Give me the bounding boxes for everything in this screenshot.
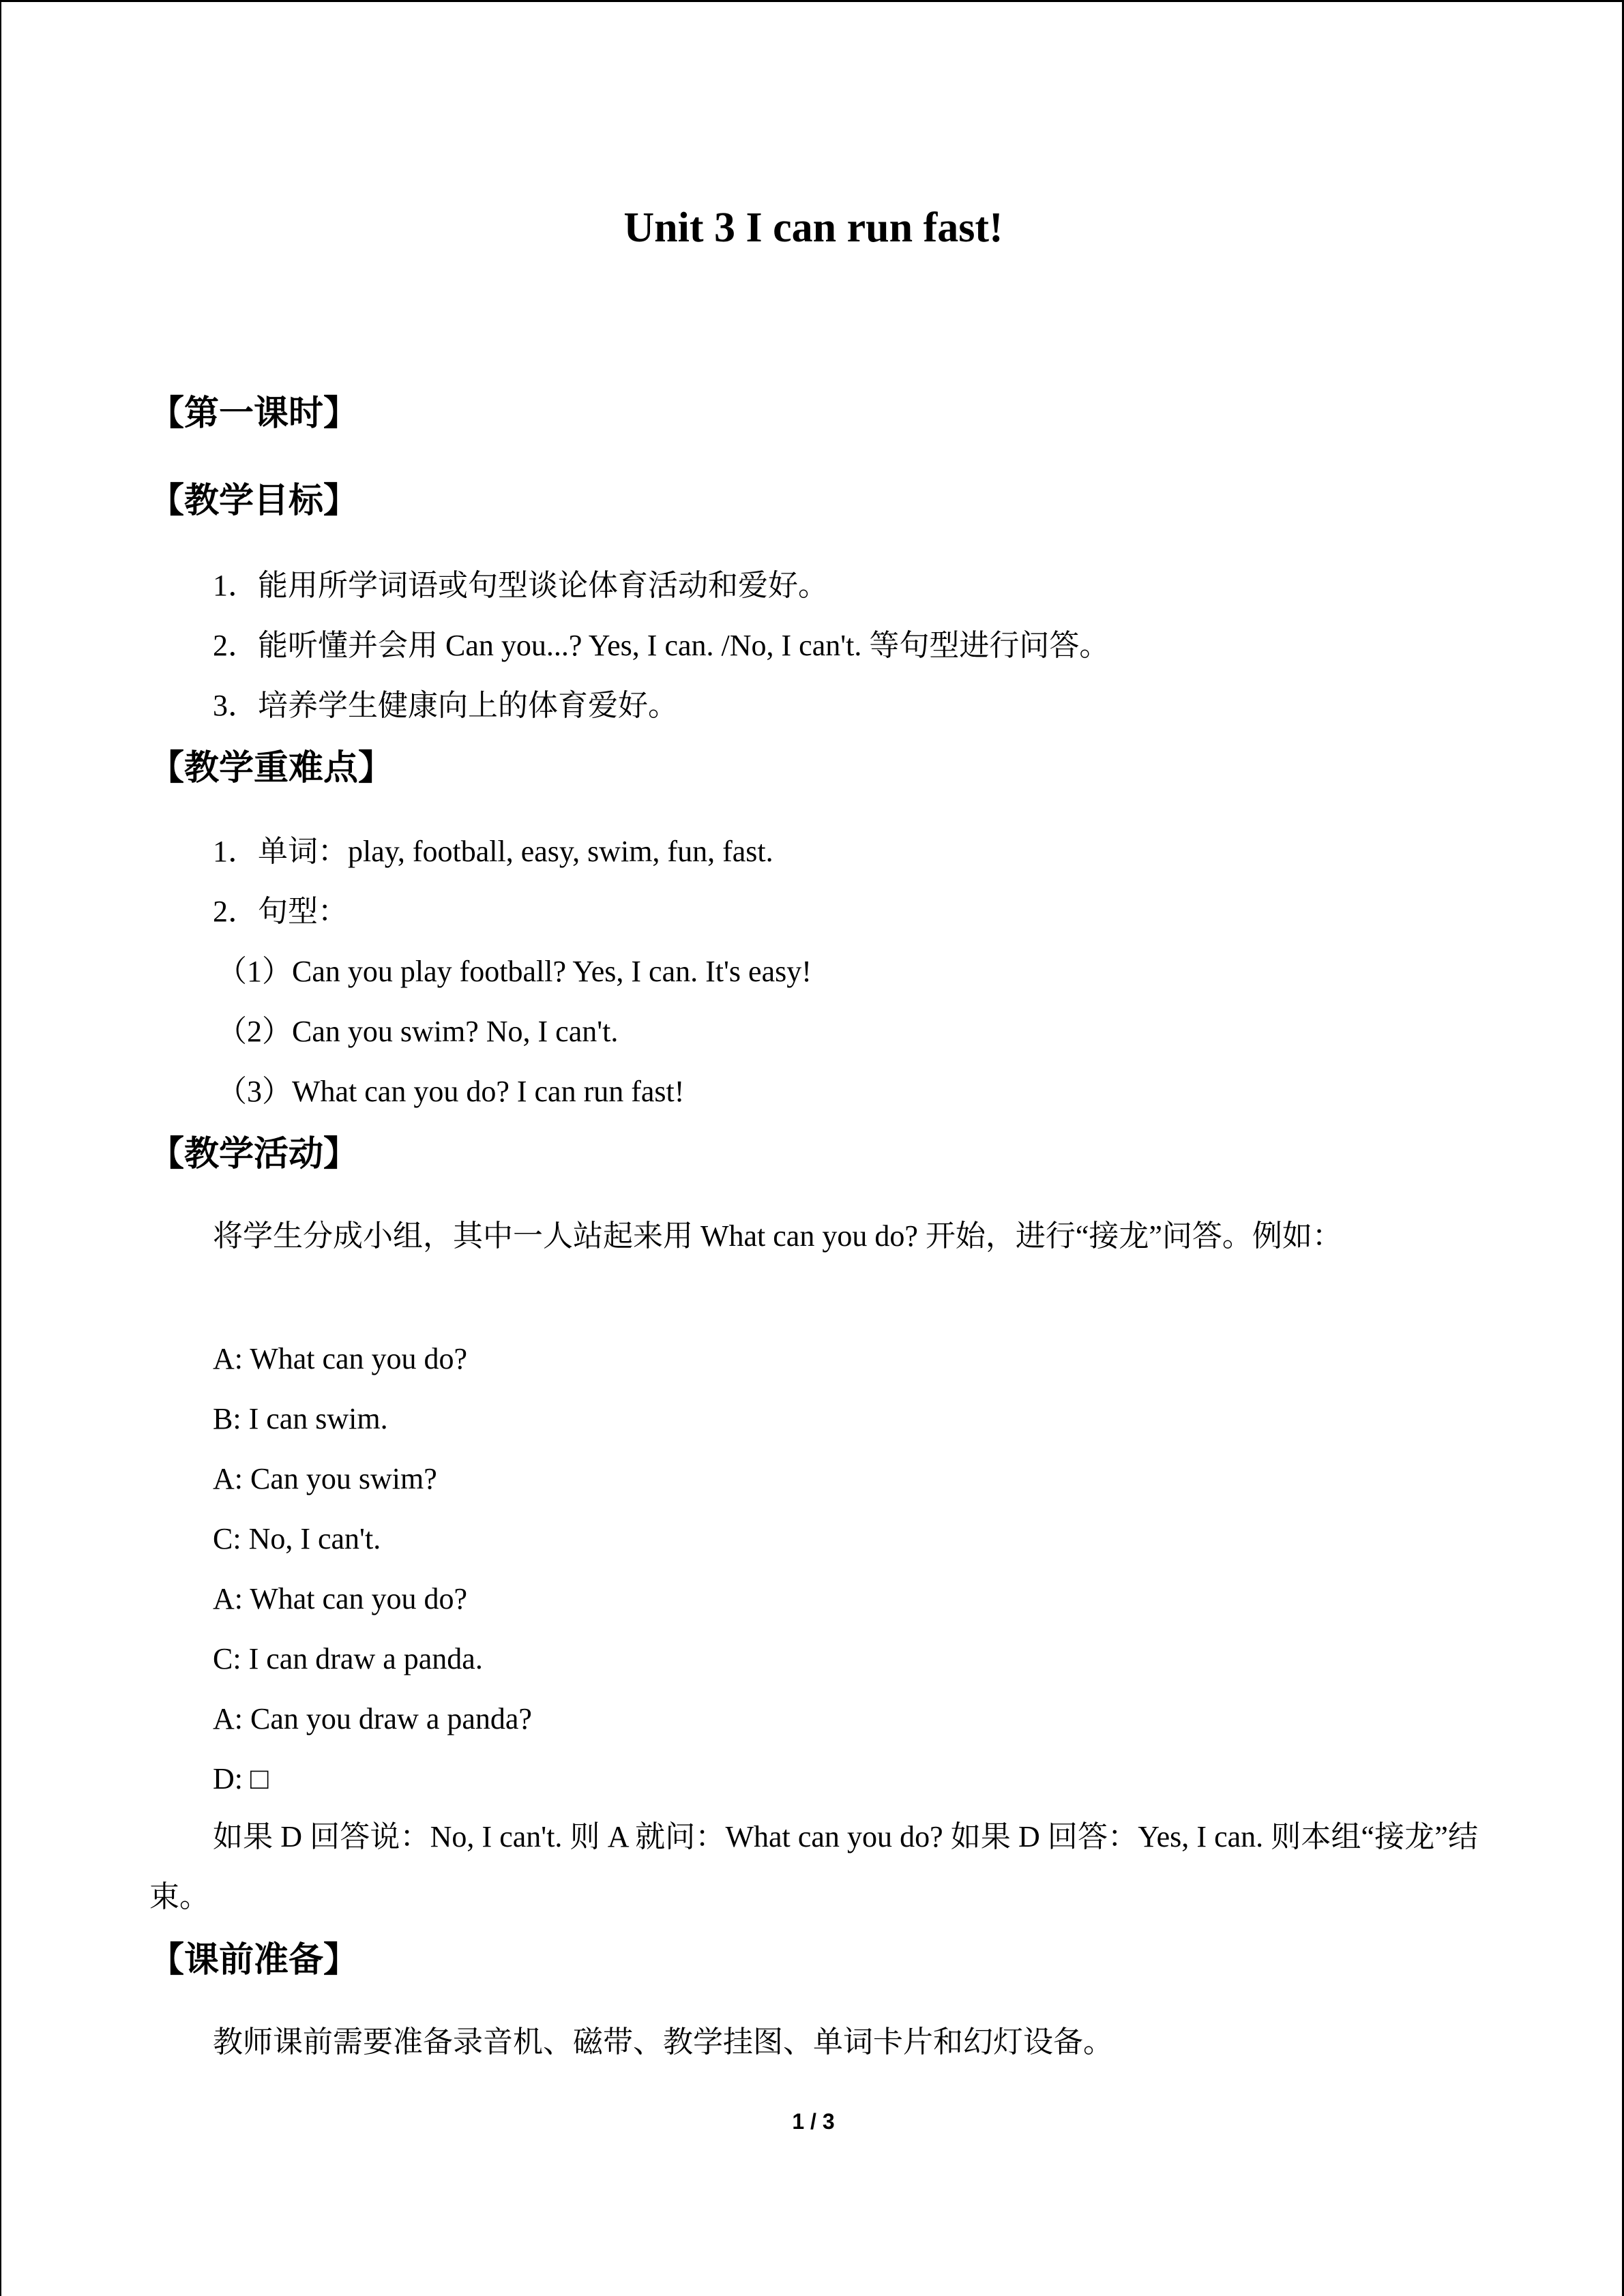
dialogue-line: A: What can you do? <box>213 1342 468 1375</box>
dialogue-line: B: I can swim. <box>213 1402 388 1435</box>
dialogue-line: A: What can you do? <box>213 1582 468 1615</box>
objective-item-3: 3．培养学生健康向上的体育爱好。 <box>213 689 678 722</box>
key-point-sentence-1: （1）Can you play football? Yes, I can. It's easy! <box>217 955 812 988</box>
page-number: 1 / 3 <box>792 2109 835 2134</box>
key-points-heading: 【教学重难点】 <box>149 748 394 788</box>
key-point-item-1: 1．单词：play, football, easy, swim, fun, fast. <box>213 835 773 868</box>
dialogue-line: C: I can draw a panda. <box>213 1642 483 1675</box>
dialogue-line: A: Can you swim? <box>213 1462 437 1495</box>
key-point-sentence-2: （2）Can you swim? No, I can't. <box>217 1015 619 1048</box>
preparation-text: 教师课前需要准备录音机、磁带、教学挂图、单词卡片和幻灯设备。 <box>213 2025 1113 2059</box>
objective-item-2: 2．能听懂并会用 Can you...? Yes, I can. /No, I can't. 等句型进行问答。 <box>213 629 1110 662</box>
dialogue-line: C: No, I can't. <box>213 1522 381 1555</box>
key-point-item-2: 2．句型： <box>213 895 348 928</box>
key-point-sentence-3: （3）What can you do? I can run fast! <box>217 1075 685 1108</box>
lesson-heading: 【第一课时】 <box>149 393 359 434</box>
activities-heading: 【教学活动】 <box>149 1134 359 1174</box>
objective-item-1: 1．能用所学词语或句型谈论体育活动和爱好。 <box>213 569 828 602</box>
preparation-heading: 【课前准备】 <box>149 1940 359 1980</box>
activities-intro: 将学生分成小组，其中一人站起来用 What can you do? 开始，进行“接龙”问答。例如： <box>213 1219 1342 1253</box>
dialogue-line: D: □ <box>213 1762 269 1795</box>
document-title: Unit 3 I can run fast! <box>623 205 1003 251</box>
activities-outro: 如果 D 回答说：No, I can't. 则 A 就问：What can you do? 如果 D 回答：Yes, I can. 则本组“接龙”结束。 <box>149 1820 1478 1913</box>
dialogue-line: A: Can you draw a panda? <box>213 1702 532 1735</box>
objectives-heading: 【教学目标】 <box>149 481 359 521</box>
